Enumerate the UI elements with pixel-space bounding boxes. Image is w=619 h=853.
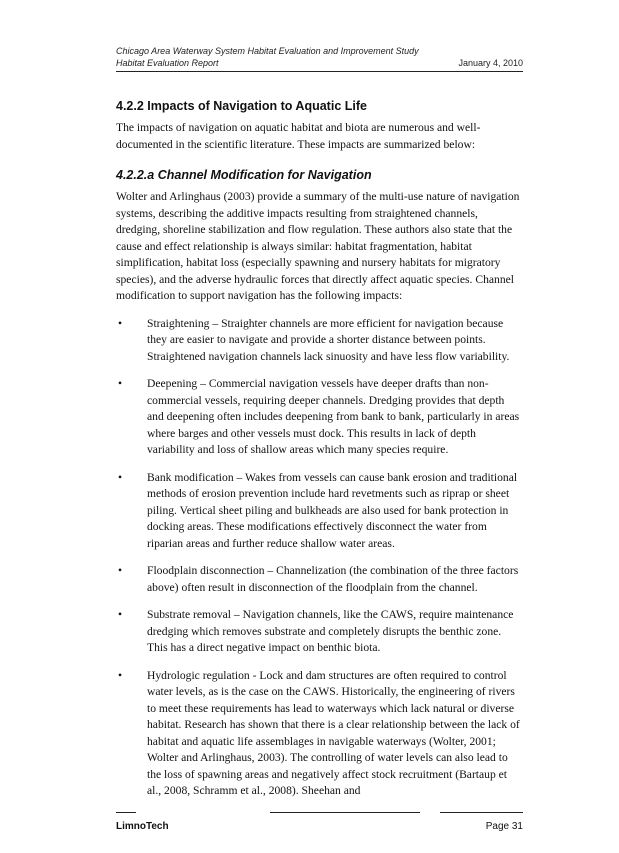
- footer-page-number: Page 31: [485, 820, 523, 832]
- header-report-title: Habitat Evaluation Report: [116, 58, 219, 68]
- bullet-item: [116, 607, 523, 657]
- header-row: [116, 57, 523, 69]
- header-study-title: Chicago Area Waterway System Habitat Evaluation and Improvement Study: [116, 46, 419, 56]
- subsection-paragraph: Wolter and Arlinghaus (2003) provide a summary of the multi-use nature of navigation systems, describing the additive impacts resulting from straightened channels, dredging, shoreline stabilization and flow regulation. These authors also state that the cause and effect relationship is always similar: habitat fragmentation, habitat simplification, habitat loss (especially spawning and nursery habitats for migratory species), and the adverse hydraulic forces that directly affect aquatic species. Channel modification to support navigation has the following impacts:: [116, 190, 520, 302]
- header-date: January 4, 2010: [458, 58, 523, 68]
- intro-paragraph: The impacts of navigation on aquatic habitat and biota are numerous and well-documented in the scientific literature. These impacts are summarized below:: [116, 121, 481, 151]
- subsection-heading: 4.2.2.a Channel Modification for Navigation: [116, 168, 372, 182]
- footer-rule: [270, 812, 420, 813]
- bullet-text: Floodplain disconnection – Channelization (the combination of the three factors above) often result in disconnection of the floodplain from the channel.: [147, 564, 519, 594]
- section-heading: 4.2.2 Impacts of Navigation to Aquatic Life: [116, 99, 367, 113]
- bullet-item: [116, 470, 523, 553]
- bullet-icon: •: [118, 564, 123, 577]
- page-header: [116, 45, 523, 72]
- footer-rules: [116, 812, 523, 813]
- footer-rule: [440, 812, 523, 813]
- bullet-text: Deepening – Commercial navigation vessels have deeper drafts than non-commercial vessels, requiring deeper channels. Dredging provides that depth and deepening often includes deepening from bank to bank, particularly in areas where barges and other vessels must dock. This results in lack of depth variability and loss of shallow areas which many species require.: [147, 377, 520, 456]
- page-footer: [116, 800, 523, 833]
- footer-rule: [116, 812, 136, 813]
- bullet-item: [116, 668, 523, 800]
- bullet-text: Bank modification – Wakes from vessels can cause bank erosion and traditional methods of erosion prevention include hard revetments such as riprap or sheet piling. Vertical sheet piling and bulkheads are also used for bank protection in docking areas. These modifications effectively disconnect the water from riparian areas and further reduce shallow water areas.: [147, 470, 518, 550]
- bullet-text: Substrate removal – Navigation channels, like the CAWS, require maintenance dredging which removes substrate and completely disrupts the benthic zone. This has a direct negative impact on benthic biota.: [147, 608, 514, 654]
- footer-company: LimnoTech: [116, 820, 169, 832]
- bullet-icon: •: [118, 470, 123, 484]
- bullet-text: Hydrologic regulation - Lock and dam structures are often required to control water levels, as is the case on the CAWS. Historically, the engineering of rivers to meet these requirements has lead to waterways which lack natural or diverse habitat. Research has shown that there is a clear relationship between the lack of habitat and aquatic life assemblages in navigable waterways (Wolter, 2001; Wolter and Arlinghaus, 2003). The controlling of water levels can also lead to the loss of spawning areas and negatively affect stock recruitment (Bartaup et al., 2008, Schramm et al., 2008). Sheehan and: [147, 668, 520, 797]
- bullet-item: [116, 316, 523, 366]
- footer-row: [116, 820, 523, 833]
- bullet-item: [116, 376, 523, 459]
- bullet-text: Straightening – Straighter channels are more efficient for navigation because they are easier to navigate and provide a shorter distance between points. Straightened navigation channels lack sinuosity and have less flow variability.: [147, 316, 510, 363]
- bullet-icon: •: [118, 608, 123, 621]
- bullet-icon: •: [118, 668, 123, 682]
- bullet-item: [116, 563, 523, 596]
- bullet-icon: •: [118, 377, 123, 390]
- bullet-icon: •: [118, 316, 123, 330]
